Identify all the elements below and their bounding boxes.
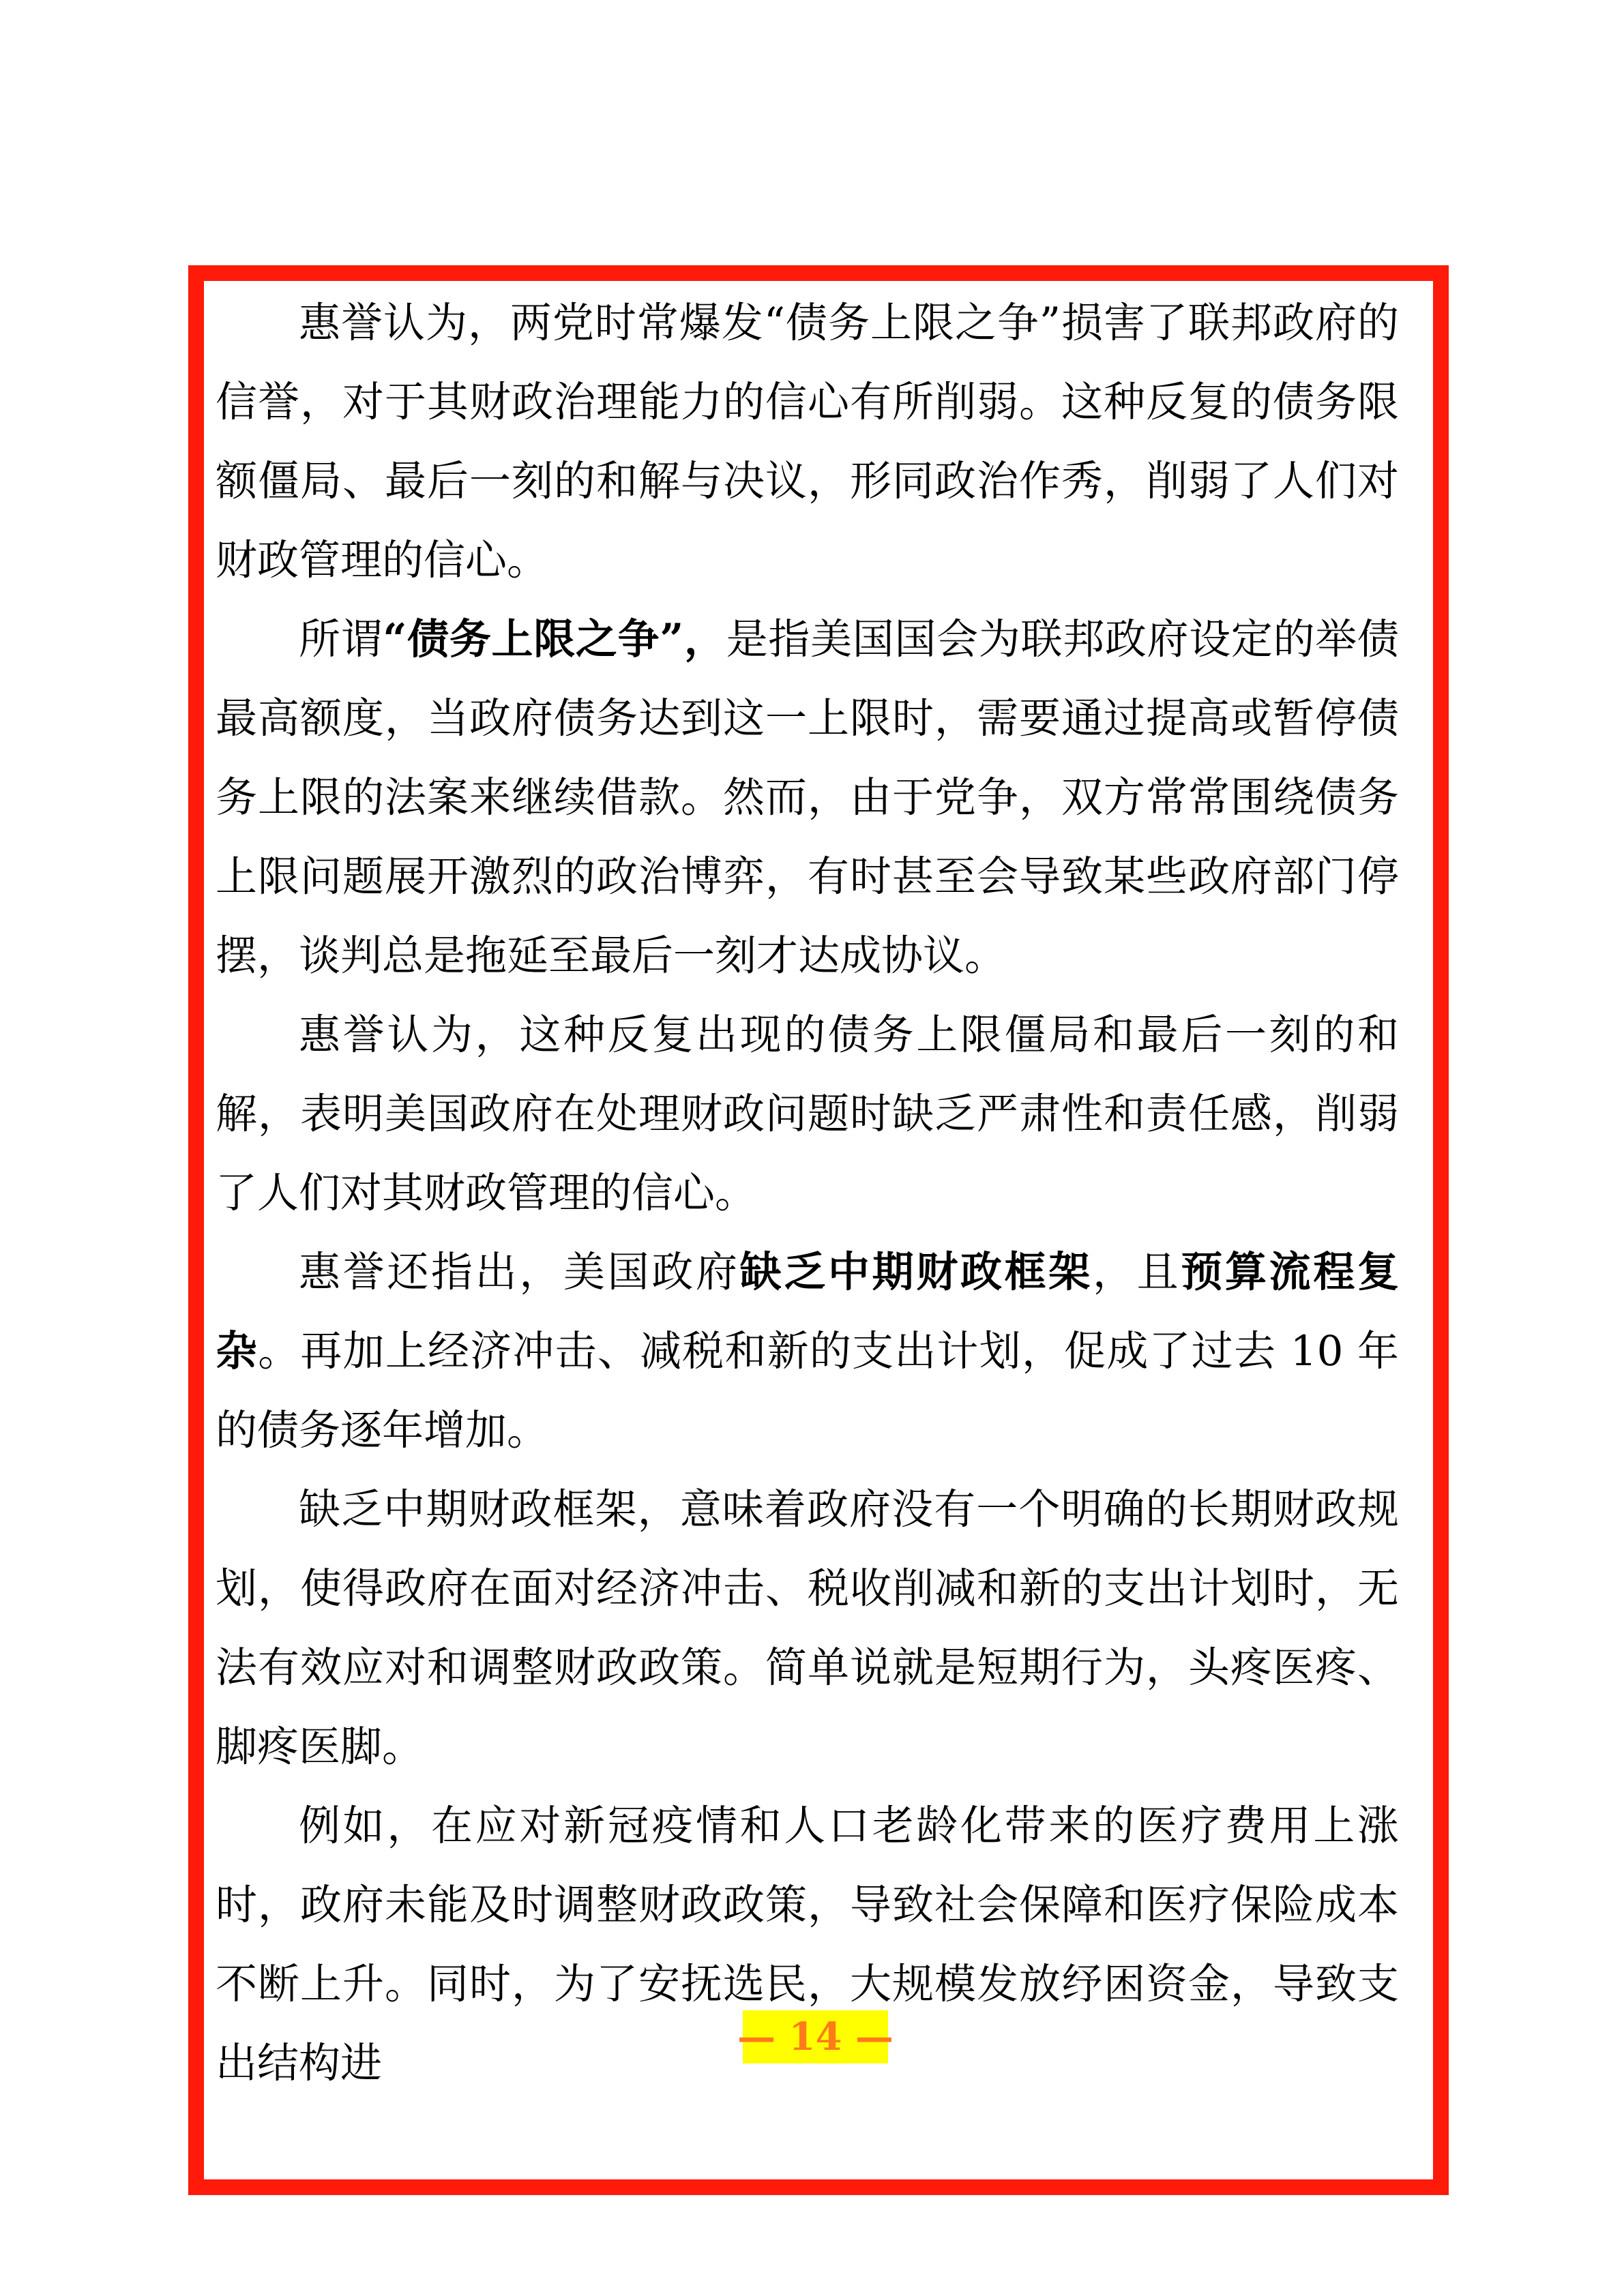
paragraph-2-text-b: 是指美国国会为联邦政府设定的举债最高额度，当政府债务达到这一上限时，需要通过提高或暂停债务上限的法案来继续借款。然而，由于党争，双方常常围绕债务上限问题展开激烈的政治博弈，有时甚至会导致某些政府部门停摆，谈判总是拖延至最后一刻才达成协议。 xyxy=(216,615,1399,980)
paragraph-4-text-c: 。再加上经济冲击、减税和新的支出计划，促成了过去 10 年的债务逐年增加。 xyxy=(216,1327,1399,1455)
paragraph-2 xyxy=(216,600,1399,996)
paragraph-6-text: 例如，在应对新冠疫情和人口老龄化带来的医疗费用上涨时，政府未能及时调整财政政策，导致社会保障和医疗保险成本不断上升。同时，为了安抚选民，大规模发放纾困资金，导致支出结构进 xyxy=(216,1802,1399,2087)
paragraph-4-text-b: ，且 xyxy=(1092,1248,1181,1296)
paragraph-2-text-a: 所谓 xyxy=(299,615,383,664)
paragraph-5-text: 缺乏中期财政框架，意味着政府没有一个明确的长期财政规划，使得政府在面对经济冲击、税收削减和新的支出计划时，无法有效应对和调整财政政策。简单说就是短期行为，头疼医疼、脚疼医脚。 xyxy=(216,1485,1399,1771)
document-body xyxy=(216,284,1399,2103)
paragraph-5 xyxy=(216,1470,1399,1787)
paragraph-1 xyxy=(216,284,1399,600)
paragraph-4-bold-b: 预算流程复杂 xyxy=(216,1248,1399,1375)
paragraph-3-text: 惠誉认为，这种反复出现的债务上限僵局和最后一刻的和解，表明美国政府在处理财政问题时缺乏严肃性和责任感，削弱了人们对其财政管理的信心。 xyxy=(216,1011,1399,1217)
paragraph-4-text-a: 惠誉还指出，美国政府 xyxy=(299,1248,740,1296)
page-number: — 14 — xyxy=(743,2010,888,2063)
paragraph-2-bold-term: “债务上限之争”， xyxy=(383,615,726,664)
paragraph-4-bold-a: 缺乏中期财政框架 xyxy=(739,1248,1093,1296)
paragraph-1-text: 惠誉认为，两党时常爆发“债务上限之争”损害了联邦政府的信誉，对于其财政治理能力的信心有所削弱。这种反复的债务限额僵局、最后一刻的和解与决议，形同政治作秀，削弱了人们对财政管理的信心。 xyxy=(216,299,1399,584)
paragraph-3 xyxy=(216,996,1399,1233)
paragraph-4 xyxy=(216,1233,1399,1470)
